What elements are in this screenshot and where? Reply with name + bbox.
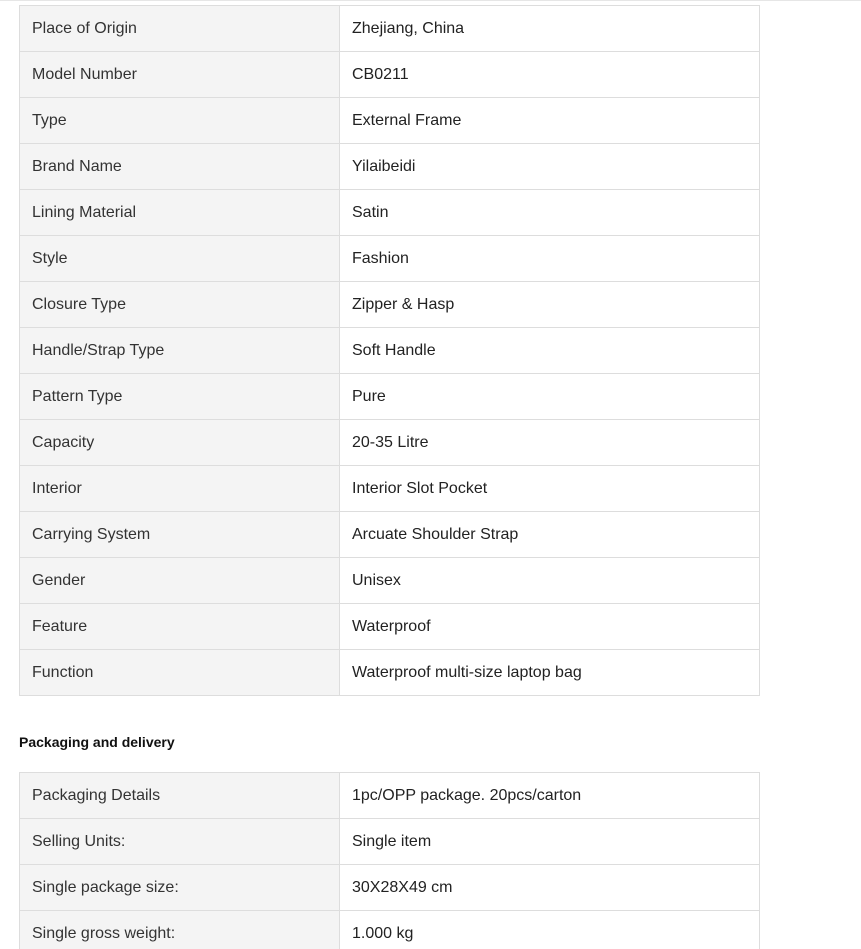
packaging-label: Single gross weight: [20,911,340,949]
table-row [20,512,760,558]
attribute-label: Lining Material [20,190,340,236]
attribute-value: Waterproof multi-size laptop bag [340,650,760,696]
table-row [20,98,760,144]
table-row [20,865,760,911]
attribute-value: Pure [340,374,760,420]
table-row [20,650,760,696]
table-row [20,6,760,52]
attribute-value: 20-35 Litre [340,420,760,466]
attribute-label: Function [20,650,340,696]
attribute-value: Zipper & Hasp [340,282,760,328]
attribute-value: Arcuate Shoulder Strap [340,512,760,558]
packaging-value: 1.000 kg [340,911,760,949]
table-row [20,420,760,466]
attribute-value: Waterproof [340,604,760,650]
packaging-value: Single item [340,819,760,865]
packaging-value: 1pc/OPP package. 20pcs/carton [340,773,760,819]
table-row [20,604,760,650]
packaging-label: Single package size: [20,865,340,911]
attribute-value: CB0211 [340,52,760,98]
table-row [20,466,760,512]
table-row [20,558,760,604]
attribute-value: Fashion [340,236,760,282]
attribute-label: Handle/Strap Type [20,328,340,374]
attribute-label: Model Number [20,52,340,98]
attribute-label: Capacity [20,420,340,466]
packaging-section-heading: Packaging and delivery [19,734,175,750]
attribute-label: Style [20,236,340,282]
attribute-label: Type [20,98,340,144]
attribute-value: External Frame [340,98,760,144]
packaging-value: 30X28X49 cm [340,865,760,911]
attribute-label: Place of Origin [20,6,340,52]
key-attributes-table [19,5,760,696]
table-row [20,911,760,949]
table-row [20,819,760,865]
table-row [20,282,760,328]
attribute-label: Pattern Type [20,374,340,420]
table-row [20,190,760,236]
table-row [20,144,760,190]
attribute-label: Closure Type [20,282,340,328]
table-row [20,773,760,819]
table-row [20,328,760,374]
packaging-table [19,772,760,949]
attribute-value: Soft Handle [340,328,760,374]
attribute-value: Unisex [340,558,760,604]
table-row [20,236,760,282]
top-divider [0,0,861,1]
attribute-label: Feature [20,604,340,650]
attribute-value: Yilaibeidi [340,144,760,190]
attribute-label: Gender [20,558,340,604]
packaging-label: Packaging Details [20,773,340,819]
attribute-value: Zhejiang, China [340,6,760,52]
packaging-label: Selling Units: [20,819,340,865]
table-row [20,52,760,98]
attribute-label: Brand Name [20,144,340,190]
attribute-value: Satin [340,190,760,236]
table-row [20,374,760,420]
attribute-value: Interior Slot Pocket [340,466,760,512]
attribute-label: Interior [20,466,340,512]
attribute-label: Carrying System [20,512,340,558]
